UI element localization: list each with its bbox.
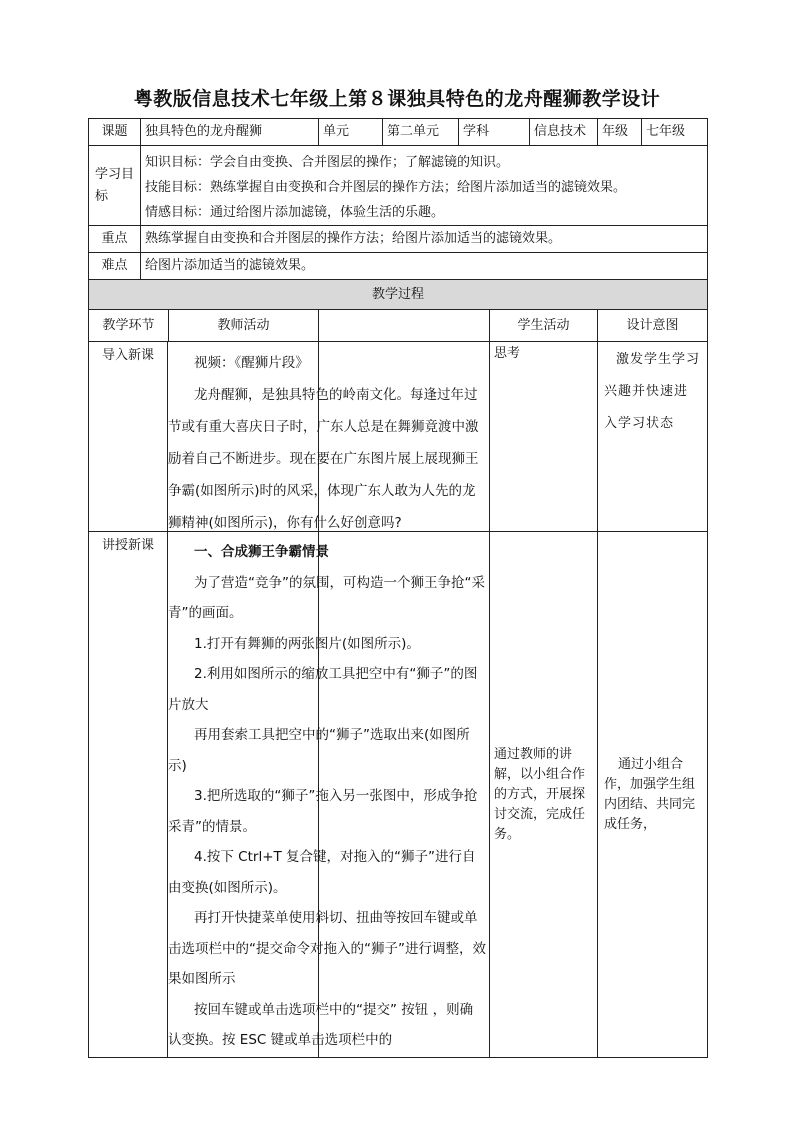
teacher-lecture (168, 537, 486, 1056)
difficulty-row (89, 253, 708, 280)
objectives-cell (141, 146, 708, 226)
stage-intro: 导入新课 (89, 342, 168, 531)
objectives-row (89, 146, 708, 226)
process-header: 教学过程 (89, 280, 708, 310)
unit-value: 第二单元 (383, 119, 459, 146)
document-title: 粤教版信息技术七年级上第８课独具特色的龙舟醒狮教学设计 (133, 88, 661, 110)
info-row (89, 119, 708, 146)
difficulty-value: 给图片添加适当的滤镜效果。 (141, 253, 708, 280)
grade-label: 年级 (598, 119, 642, 146)
teacher-step: 按回车键或单击选项栏中的“提交” 按钮 ，则确认变换。按 ESC 键或单击选项栏中的 (168, 1001, 474, 1048)
col-stage-header: 教学环节 (89, 310, 169, 341)
teacher-step: 再打开快捷菜单使用斜切、扭曲等按回车键或单击选项栏中的“提交命令对拖入的“狮子”进行调整，效果如图所示 (168, 910, 486, 987)
topic-value: 独具特色的龙舟醒狮 (141, 119, 319, 146)
unit-label: 单元 (319, 119, 383, 146)
teacher-lecture-heading: 一、合成狮王争霸情景 (194, 544, 329, 560)
subject-value: 信息技术 (530, 119, 598, 146)
teacher-step: 1.打开有舞狮的两张图片(如图所示)。 (194, 635, 420, 652)
subject-label: 学科 (459, 119, 530, 146)
design-lecture: 通过小组合作，加强学生组内团结、共同完成任务， (604, 756, 696, 832)
column-header-row (89, 310, 708, 342)
key-point-row (89, 226, 708, 253)
student-intro: 思考 (489, 342, 597, 531)
topic-label: 课题 (89, 119, 141, 146)
key-point-label: 重点 (89, 226, 141, 253)
col-teacher-header: 教师活动 (217, 317, 270, 333)
teacher-step: 4.按下 Ctrl+T 复合键，对拖入的“狮子”进行自由变换(如图所示)。 (168, 849, 476, 896)
objective-emotion: 情感目标：通过给图片添加滤镜，体验生活的乐趣。 (145, 205, 445, 220)
teacher-intro-video: 视频：《醒狮片段》 (194, 355, 309, 371)
teacher-step: 2.利用如图所示的缩放工具把空中有“狮子”的图片放大 (168, 666, 478, 713)
teacher-step: 3.把所选取的“狮子”拖入另一张图中，形成争抢采青”的情景。 (168, 788, 478, 835)
teacher-intro-story: 龙舟醒狮，是独具特色的岭南文化。每逢过年过节或有重大喜庆日子时，广东人总是在舞狮竟渡中激励着自己不断进步。现在要在广东图片展上展现狮王争霸(如图所示)时的风采，体现广东人敢为人先的龙狮精神(如图所示)，你有什么好创意吗? (168, 387, 479, 531)
objectives-label: 学习目标 (89, 146, 141, 226)
student-lecture: 通过教师的讲解，以小组合作的方式，开展探讨交流，完成任务。 (494, 746, 586, 842)
col-student-header: 学生活动 (489, 310, 597, 341)
process-header-row (89, 280, 708, 310)
teacher-step: 为了营造“竞争”的氛围，可构造一个狮王争抢“采青”的画面。 (168, 574, 485, 621)
teacher-step: 再用套索工具把空中的“狮子”选取出来(如图所示) (168, 727, 470, 774)
stage-lecture: 讲授新课 (89, 532, 168, 1057)
grade-value: 七年级 (642, 119, 708, 146)
key-point-value: 熟练掌握自由变换和合并图层的操作方法；给图片添加适当的滤镜效果。 (141, 226, 708, 253)
objective-skill: 技能目标：熟练掌握自由变换和合并图层的操作方法；给图片添加适当的滤镜效果。 (145, 180, 627, 195)
teacher-intro (168, 347, 486, 539)
col-design-header: 设计意图 (598, 310, 708, 342)
design-intro: 激发学生学习兴趣并快速进入学习状态 (598, 342, 708, 532)
objective-knowledge: 知识目标：学会自由变换、合并图层的操作；了解滤镜的知识。 (145, 155, 510, 170)
difficulty-label: 难点 (89, 253, 141, 280)
